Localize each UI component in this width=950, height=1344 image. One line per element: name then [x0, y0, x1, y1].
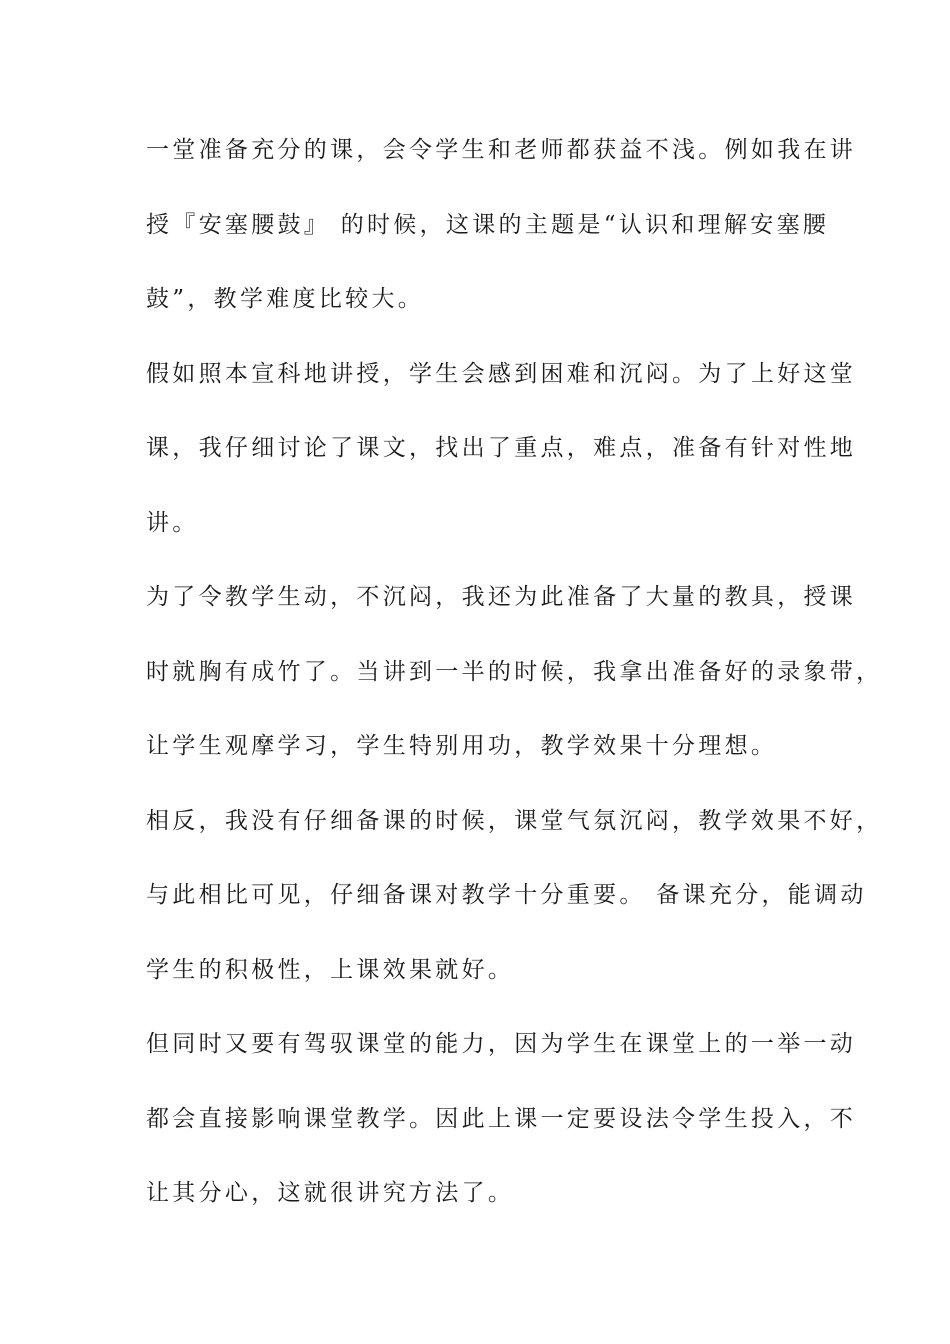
- document-body: [146, 132, 883, 1250]
- text-line: 鼓”，教学难度比较大。: [146, 286, 425, 312]
- text-line: 与此相比可见，仔细备课对教学十分重要。 备课充分，能调动: [146, 882, 867, 908]
- text-line: 但同时又要有驾驭课堂的能力，因为学生在课堂上的一举一动: [146, 1031, 857, 1057]
- text-line: 时就胸有成竹了。当讲到一半的时候，我拿出准备好的录象带，: [146, 658, 883, 685]
- paragraph-4: [146, 803, 883, 989]
- paragraph-2: [146, 356, 857, 542]
- text-line: 一堂准备充分的课，会令学生和老师都获益不浅。例如我在讲: [146, 137, 857, 163]
- text-line: 讲。: [146, 509, 199, 536]
- text-line: 课，我仔细讨论了课文，找出了重点，难点，准备有针对性地: [146, 435, 857, 461]
- paragraph-1: [146, 132, 857, 318]
- text-line: 让其分心，这就很讲究方法了。: [146, 1180, 515, 1206]
- text-line: 授『安塞腰鼓』 的时候，这课的主题是“认识和理解安塞腰: [146, 211, 830, 238]
- text-line: 假如照本宣科地讲授，学生会感到困难和沉闷。为了上好这堂: [146, 360, 857, 387]
- text-line: 都会直接影响课堂教学。因此上课一定要设法令学生投入，不: [146, 1105, 857, 1132]
- paragraph-5: [146, 1026, 857, 1212]
- text-line: 让学生观摩学习，学生特别用功，教学效果十分理想。: [146, 733, 778, 759]
- text-line: 学生的积极性，上课效果就好。: [146, 956, 515, 983]
- paragraph-3: [146, 579, 883, 765]
- text-line: 相反，我没有仔细备课的时候，课堂气氛沉闷，教学效果不好，: [146, 807, 883, 834]
- text-line: 为了令教学生动，不沉闷，我还为此准备了大量的教具，授课: [146, 584, 857, 610]
